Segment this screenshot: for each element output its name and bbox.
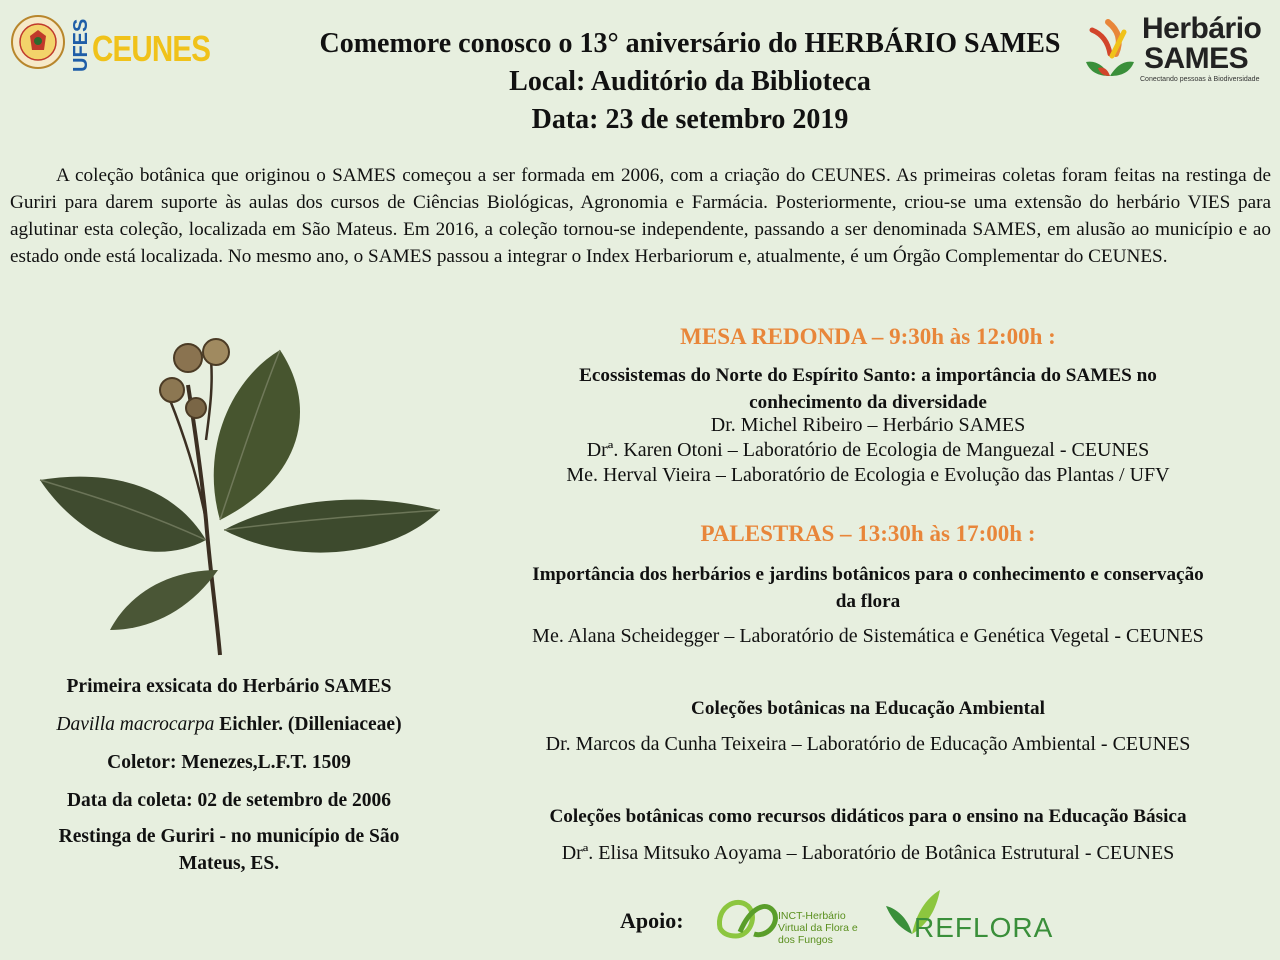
support-label: Apoio:: [620, 908, 684, 933]
specimen-species: [0, 714, 458, 736]
mesa-speaker-3: Me. Herval Vieira – Laboratório de Ecologia e Evolução das Plantas / UFV: [566, 464, 1170, 486]
palestra-1-title-line1: Importância dos herbários e jardins botânicos para o conhecimento e conservação: [532, 564, 1204, 585]
ufes-wordmark: UFES: [70, 18, 92, 72]
palestra-2-title: Coleções botânicas na Educação Ambiental: [691, 698, 1045, 719]
palestra-3-title: Coleções botânicas como recursos didáticos para o ensino na Educação Básica: [549, 806, 1187, 827]
inct-logo-text: INCT-Herbário Virtual da Flora e dos Fungos: [778, 910, 858, 946]
mesa-talk-title-line2: conhecimento da diversidade: [749, 392, 987, 413]
event-location: Local: Auditório da Biblioteca: [509, 66, 871, 97]
specimen-location-line1: Restinga de Guriri - no município de São: [58, 826, 400, 847]
palestra-2-speaker: Dr. Marcos da Cunha Teixeira – Laboratório de Educação Ambiental - CEUNES: [545, 733, 1191, 755]
logo-tagline: Conectando pessoas à Biodiversidade: [1140, 76, 1260, 83]
specimen-collection-date: Data da coleta: 02 de setembro de 2006: [66, 790, 392, 811]
mesa-redonda-title: MESA REDONDA – 9:30h às 12:00h :: [680, 324, 1056, 349]
ufes-seal-logo: [10, 14, 66, 70]
specimen-collector: Coletor: Menezes,L.F.T. 1509: [107, 752, 351, 773]
reflora-logo-text: REFLORA: [914, 912, 1054, 943]
sames-logo-title: SAMES: [1144, 42, 1249, 75]
palestras-title: PALESTRAS – 13:30h às 17:00h :: [700, 521, 1036, 546]
event-headline: Comemore conosco o 13° aniversário do HERBÁRIO SAMES: [319, 28, 1061, 59]
species-authority: Eichler. (Dilleniaceae): [214, 714, 402, 735]
specimen-location-line2: Mateus, ES.: [178, 853, 280, 874]
event-date: Data: 23 de setembro 2019: [531, 104, 849, 135]
specimen-caption-title: Primeira exsicata do Herbário SAMES: [66, 676, 392, 697]
intro-paragraph: A coleção botânica que originou o SAMES começou a ser formada em 2006, com a criação do CEUNES. As primeiras coletas foram feitas na restinga de Guriri para darem suporte às aulas dos cursos de Ciências Biológicas, Agronomia e Farmácia. Posteriormente, criou-se uma extensão do herbário VIES para aglutinar esta coleção, localizada em São Mateus. Em 2016, a coleção tornou-se independente, passando a ser denominada SAMES, em alusão ao município e ao estado onde está localizada. No mesmo ano, o SAMES passou a integrar o Index Herbariorum e, atualmente, é um Órgão Complementar do CEUNES.: [10, 165, 1271, 267]
ceunes-wordmark: CEUNES: [92, 28, 211, 69]
mesa-speaker-2: Drª. Karen Otoni – Laboratório de Ecologia de Manguezal - CEUNES: [586, 439, 1150, 461]
palestra-1-title-line2: da flora: [835, 591, 901, 612]
palestra-3-speaker: Drª. Elisa Mitsuko Aoyama – Laboratório de Botânica Estrutural - CEUNES: [561, 842, 1175, 864]
palestra-1-speaker: Me. Alana Scheidegger – Laboratório de Sistemática e Genética Vegetal - CEUNES: [532, 625, 1204, 647]
herbarium-specimen-image: [20, 330, 450, 660]
mesa-talk-title-line1: Ecossistemas do Norte do Espírito Santo: a importância do SAMES no: [579, 365, 1157, 386]
mesa-speaker-1: Dr. Michel Ribeiro – Herbário SAMES: [710, 414, 1026, 436]
herbario-logo-title: Herbário: [1142, 12, 1262, 45]
species-name: Davilla macrocarpa: [56, 714, 215, 735]
